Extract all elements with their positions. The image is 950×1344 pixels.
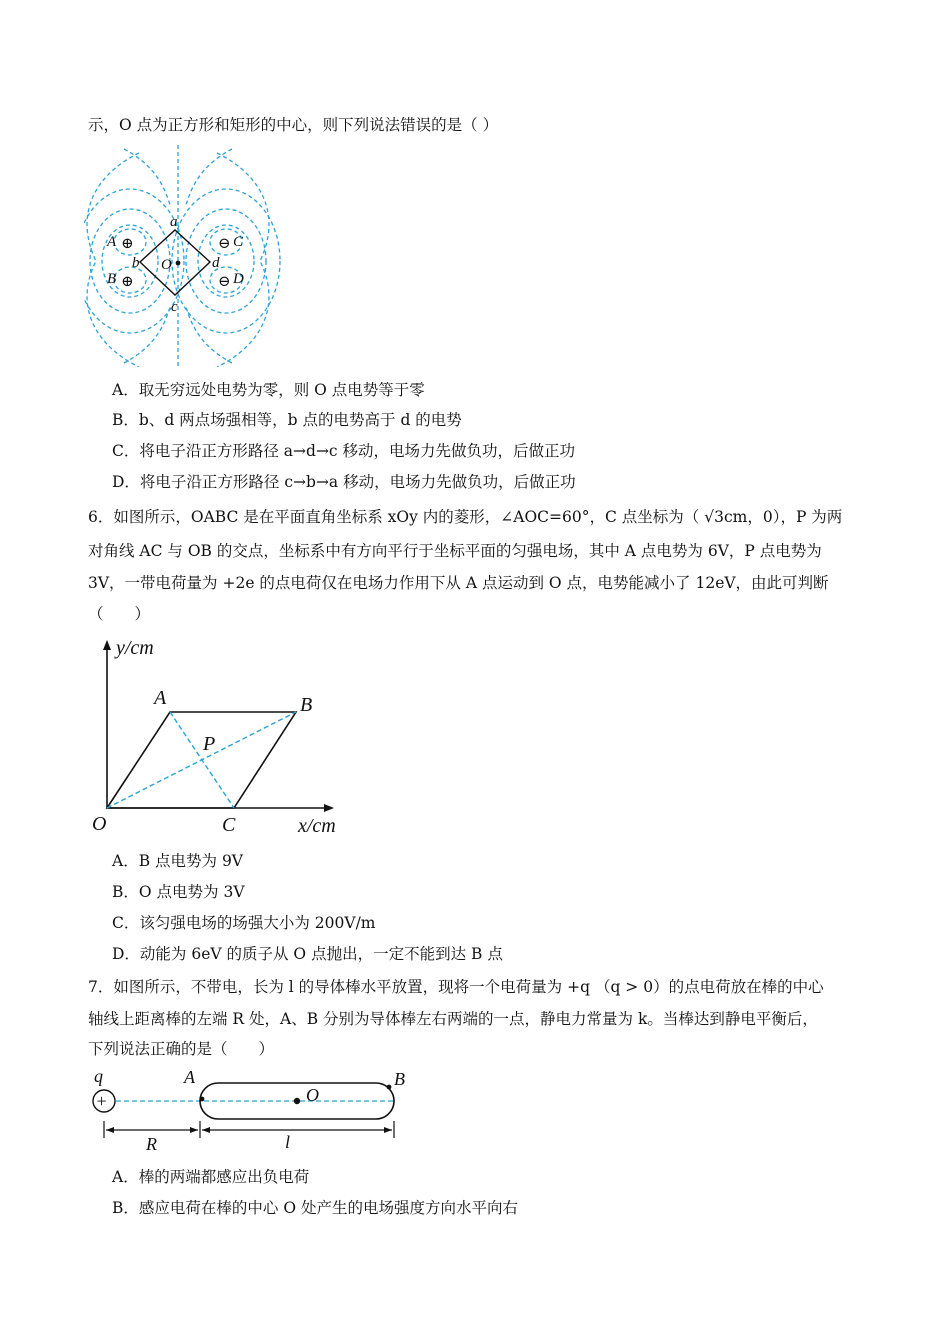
q6-option-c: C．该匀强电场的场强大小为 200V/m [112, 914, 376, 932]
q7-label-l: l [285, 1132, 291, 1152]
q5-plus-charge-a: ⊕ [121, 236, 134, 252]
q7-rod-figure [86, 1066, 416, 1154]
q7-label-A: A [184, 1067, 195, 1087]
q5-label-d: d [212, 255, 220, 271]
q6-diagonal-AC [170, 712, 234, 808]
q6-line-3: 3V，一带电荷量为 +2e 的点电荷仅在电场力作用下从 A 点运动到 O 点，电势能减小了 12eV，由此可判断 [88, 574, 829, 592]
q7-charge-sign: + [96, 1091, 107, 1111]
q6-line-4: （ ） [88, 605, 151, 623]
q5-label-D: D [233, 271, 244, 287]
q5-label-A: A [107, 234, 117, 250]
q5-plus-charge-b: ⊕ [121, 274, 134, 290]
q6-x-axis-label: x/cm [298, 815, 336, 837]
q7-line-3: 下列说法正确的是（ ） [88, 1040, 275, 1058]
q6-x-arrow [324, 804, 334, 812]
q6-line-2: 对角线 AC 与 OB 的交点，坐标系中有方向平行于坐标平面的匀强电场，其中 A 点电势为 6V，P 点电势为 [88, 542, 822, 560]
q6-rhombus-figure [86, 632, 356, 842]
q5-option-a: A．取无穷远处电势为零，则 O 点电势等于零 [112, 381, 425, 399]
q7-point-A [200, 1097, 205, 1102]
q5-label-a: a [170, 214, 178, 230]
q7-label-B: B [394, 1069, 405, 1089]
q6-label-C: C [222, 814, 236, 836]
q6-line-1: 6．如图所示，OABC 是在平面直角坐标系 xOy 内的菱形，∠AOC=60°，C 点坐标为（ √3cm，0），P 为两 [88, 508, 843, 526]
q7-label-R: R [146, 1134, 157, 1154]
q7-label-O: O [306, 1085, 319, 1105]
q6-y-axis-label: y/cm [116, 637, 154, 659]
q6-option-a: A．B 点电势为 9V [112, 852, 243, 870]
q5-minus-charge-c: ⊖ [218, 236, 231, 252]
q7-point-O [294, 1098, 300, 1104]
q5-stem-tail: 示，O 点为正方形和矩形的中心，则下列说法错误的是（ ） [88, 116, 499, 134]
q6-option-d: D．动能为 6eV 的质子从 O 点抛出，一定不能到达 B 点 [112, 945, 503, 963]
q5-option-c: C．将电子沿正方形路径 a→d→c 移动，电场力先做负功，后做正功 [112, 442, 576, 460]
q5-center-dot [176, 261, 181, 266]
q7-line-1: 7．如图所示，不带电，长为 l 的导体棒水平放置，现将一个电荷量为 +q （q > 0）的点电荷放在棒的中心 [88, 978, 824, 996]
q5-option-b: B．b、d 两点场强相等，b 点的电势高于 d 的电势 [112, 411, 462, 429]
q5-label-c: c [171, 299, 178, 315]
q5-field-figure [84, 145, 284, 367]
q5-label-C: C [233, 234, 244, 250]
q5-label-B: B [107, 271, 117, 287]
q5-minus-charge-d: ⊖ [218, 274, 231, 290]
q5-label-O: O [161, 257, 172, 273]
q6-label-P: P [203, 733, 216, 755]
q5-label-b: b [132, 255, 140, 271]
q5-option-d: D．将电子沿正方形路径 c→b→a 移动，电场力先做负功，后做正功 [112, 473, 576, 491]
q6-y-arrow [103, 640, 111, 650]
q7-label-q: q [94, 1066, 103, 1086]
q7-option-a: A．棒的两端都感应出负电荷 [112, 1168, 310, 1186]
q6-option-b: B．O 点电势为 3V [112, 883, 245, 901]
q6-label-B: B [300, 694, 313, 716]
q7-point-B [387, 1085, 392, 1090]
q6-label-A: A [154, 687, 167, 709]
q7-option-b: B．感应电荷在棒的中心 O 处产生的电场强度方向水平向右 [112, 1199, 518, 1217]
q6-label-O: O [92, 813, 107, 835]
q7-line-2: 轴线上距离棒的左端 R 处，A、B 分别为导体棒左右两端的一点，静电力常量为 k。当棒达到静电平衡后， [88, 1010, 818, 1028]
